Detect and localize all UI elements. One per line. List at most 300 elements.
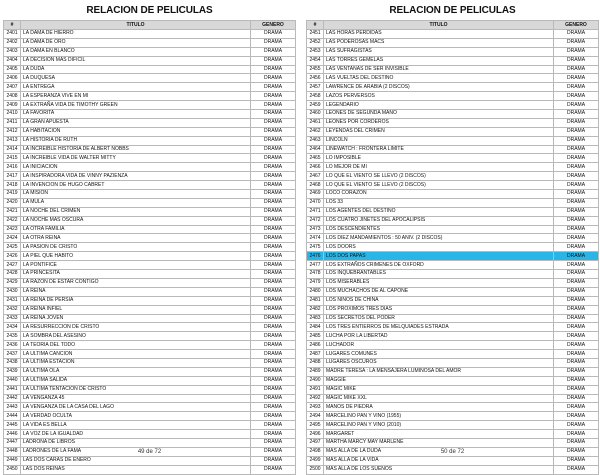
row-number: 2497: [307, 438, 324, 447]
column-header-number: #: [307, 21, 324, 30]
row-number: 2412: [4, 127, 21, 136]
film-genre: DRAMA: [554, 198, 599, 207]
film-genre: DRAMA: [554, 323, 599, 332]
row-number: 2459: [307, 101, 324, 110]
table-row: [307, 323, 599, 332]
table-row: [307, 198, 599, 207]
row-number: 2468: [307, 181, 324, 190]
film-genre: DRAMA: [251, 358, 296, 367]
films-table: [306, 20, 599, 475]
table-row: [307, 243, 599, 252]
table-row: [4, 350, 296, 359]
film-genre: DRAMA: [251, 145, 296, 154]
film-genre: DRAMA: [554, 118, 599, 127]
table-row: [4, 110, 296, 119]
film-genre: DRAMA: [554, 145, 599, 154]
film-title: LA RESURRECCION DE CRISTO: [21, 323, 251, 332]
film-genre: DRAMA: [251, 56, 296, 65]
film-genre: DRAMA: [554, 287, 599, 296]
table-row: [4, 154, 296, 163]
column-header-title: TITULO: [21, 21, 251, 30]
film-title: LA REINA JOVEN: [21, 314, 251, 323]
film-title: LOCO CORAZON: [324, 190, 554, 199]
row-number: 2428: [4, 270, 21, 279]
row-number: 2445: [4, 421, 21, 430]
row-number: 2495: [307, 421, 324, 430]
film-title: LA PRINCESITA: [21, 270, 251, 279]
film-title: LOS NIÑOS DE CHINA: [324, 296, 554, 305]
row-number: 2427: [4, 261, 21, 270]
film-genre: DRAMA: [554, 163, 599, 172]
table-row: [307, 136, 599, 145]
column-header-number: #: [4, 21, 21, 30]
film-genre: DRAMA: [251, 430, 296, 439]
film-genre: DRAMA: [554, 154, 599, 163]
films-table-body: [307, 30, 599, 475]
table-row: [307, 145, 599, 154]
film-genre: DRAMA: [251, 367, 296, 376]
film-title: LUCHA POR LA LIBERTAD: [324, 332, 554, 341]
film-title: LAS PODEROSAS MACS: [324, 38, 554, 47]
table-row: [4, 438, 296, 447]
film-genre: DRAMA: [554, 385, 599, 394]
film-title: MADRE TERESA : LA MENSAJERA LUMINOSA DEL AMOR: [324, 367, 554, 376]
row-number: 2419: [4, 190, 21, 199]
film-genre: DRAMA: [554, 83, 599, 92]
table-row: [307, 278, 599, 287]
row-number: 2416: [4, 163, 21, 172]
table-row: [4, 30, 296, 39]
table-row: [307, 225, 599, 234]
film-title: LA VIDA ES BELLA: [21, 421, 251, 430]
film-genre: DRAMA: [554, 421, 599, 430]
table-row: [307, 456, 599, 465]
film-title: LEONES POR CORDEROS: [324, 118, 554, 127]
film-genre: DRAMA: [251, 118, 296, 127]
film-title: LA REINA INFIEL: [21, 305, 251, 314]
row-number: 2403: [4, 47, 21, 56]
row-number: 2422: [4, 216, 21, 225]
film-title: LOS CUATRO JINETES DEL APOCALIPSIS: [324, 216, 554, 225]
film-genre: DRAMA: [554, 38, 599, 47]
table-row: [307, 92, 599, 101]
film-genre: DRAMA: [251, 278, 296, 287]
film-genre: DRAMA: [554, 56, 599, 65]
row-number: 2481: [307, 296, 324, 305]
film-genre: DRAMA: [251, 261, 296, 270]
table-row: [307, 296, 599, 305]
row-number: 2464: [307, 145, 324, 154]
table-row: [4, 456, 296, 465]
column-header-title: TITULO: [324, 21, 554, 30]
row-number: 2484: [307, 323, 324, 332]
film-genre: DRAMA: [554, 234, 599, 243]
film-genre: DRAMA: [251, 101, 296, 110]
film-title: LA VENGANZA DE LA CASA DEL LAGO: [21, 403, 251, 412]
film-title: LA ULTIMA ESTACION: [21, 358, 251, 367]
film-title: LINCOLN: [324, 136, 554, 145]
table-row: [307, 376, 599, 385]
film-title: LAS TORRES GEMELAS: [324, 56, 554, 65]
table-row: [307, 438, 599, 447]
film-title: LOS DOORS: [324, 243, 554, 252]
table-row: [307, 83, 599, 92]
table-row: [4, 190, 296, 199]
row-number: 2449: [4, 456, 21, 465]
film-title: MARGARET: [324, 430, 554, 439]
film-title: LA INICIACION: [21, 163, 251, 172]
film-title: MAS ALLA DE LA VIDA: [324, 456, 554, 465]
film-title: LA DUQUESA: [21, 74, 251, 83]
table-row: [307, 287, 599, 296]
film-title: LO QUE EL VIENTO SE LLEVO (2 DISCOS): [324, 172, 554, 181]
table-row: [4, 56, 296, 65]
table-header-row: [4, 21, 296, 30]
table-row: [4, 127, 296, 136]
row-number: 2479: [307, 278, 324, 287]
row-number: 2485: [307, 332, 324, 341]
row-number: 2473: [307, 225, 324, 234]
film-title: LAS VENTANAS DE SER INVISIBLE: [324, 65, 554, 74]
row-number: 2406: [4, 74, 21, 83]
row-number: 2421: [4, 207, 21, 216]
row-number: 2458: [307, 92, 324, 101]
row-number: 2434: [4, 323, 21, 332]
table-row: [307, 350, 599, 359]
film-title: MAGIC MIKE XXL: [324, 394, 554, 403]
row-number: 2414: [4, 145, 21, 154]
row-number: 2423: [4, 225, 21, 234]
film-genre: DRAMA: [251, 190, 296, 199]
row-number: 2500: [307, 465, 324, 474]
row-number: 2467: [307, 172, 324, 181]
film-title: LA INVENCION DE HUGO CABRET: [21, 181, 251, 190]
table-row: [307, 412, 599, 421]
film-title: LUGARES OSCUROS: [324, 358, 554, 367]
film-title: LAS VUELTAS DEL DESTINO: [324, 74, 554, 83]
table-row: [307, 127, 599, 136]
film-title: LOS EXTRAÑOS CRIMENES DE OXFORD: [324, 261, 554, 270]
film-title: LOS MUCHACHOS DE AL CAPONE: [324, 287, 554, 296]
film-genre: DRAMA: [251, 243, 296, 252]
film-genre: DRAMA: [251, 270, 296, 279]
film-genre: DRAMA: [554, 394, 599, 403]
film-genre: DRAMA: [251, 47, 296, 56]
film-genre: DRAMA: [554, 350, 599, 359]
table-row: [307, 181, 599, 190]
film-title: LA VOZ DE LA IGUALDAD: [21, 430, 251, 439]
table-row: [307, 421, 599, 430]
film-title: LA NOCHE MAS OSCURA: [21, 216, 251, 225]
film-title: LA ULTIMA TENTACION DE CRISTO: [21, 385, 251, 394]
row-number: 2466: [307, 163, 324, 172]
film-genre: DRAMA: [251, 376, 296, 385]
film-title: LADRONA DE LIBROS: [21, 438, 251, 447]
film-genre: DRAMA: [251, 234, 296, 243]
film-genre: DRAMA: [251, 403, 296, 412]
table-row: [307, 261, 599, 270]
film-title: LA PASION DE CRISTO: [21, 243, 251, 252]
row-number: 2409: [4, 101, 21, 110]
film-genre: DRAMA: [554, 101, 599, 110]
film-genre: DRAMA: [251, 447, 296, 456]
row-number: 2461: [307, 118, 324, 127]
film-title: LA VENGANZA 45: [21, 394, 251, 403]
film-genre: DRAMA: [251, 394, 296, 403]
table-row: [4, 261, 296, 270]
table-row: [4, 163, 296, 172]
film-title: LA ESPERANZA VIVE EN MI: [21, 92, 251, 101]
row-number: 2405: [4, 65, 21, 74]
row-number: 2455: [307, 65, 324, 74]
row-number: 2454: [307, 56, 324, 65]
film-title: LOS PROXIMOS TRES DIAS: [324, 305, 554, 314]
row-number: 2408: [4, 92, 21, 101]
table-row: [4, 74, 296, 83]
table-row: [4, 234, 296, 243]
row-number: 2432: [4, 305, 21, 314]
row-number: 2446: [4, 430, 21, 439]
film-genre: DRAMA: [554, 92, 599, 101]
film-title: LO QUE EL VIENTO SE LLEVO (2 DISCOS): [324, 181, 554, 190]
table-row: [4, 385, 296, 394]
row-number: 2447: [4, 438, 21, 447]
film-genre: DRAMA: [251, 154, 296, 163]
page-number: 50 de 72: [440, 449, 465, 455]
film-title: LAS DOS CARAS DE ENERO: [21, 456, 251, 465]
film-title: LA REINA: [21, 287, 251, 296]
film-title: LOS DIEZ MANDAMIENTOS : 50 ANIV. (2 DISCOS): [324, 234, 554, 243]
row-number: 2407: [4, 83, 21, 92]
row-number: 2418: [4, 181, 21, 190]
film-genre: DRAMA: [554, 376, 599, 385]
film-title: LINEWATCH : FRONTERA LIMITE: [324, 145, 554, 154]
film-title: LA DUDA: [21, 65, 251, 74]
row-number: 2420: [4, 198, 21, 207]
table-row: [4, 145, 296, 154]
film-title: LA ULTIMA OLA: [21, 367, 251, 376]
film-genre: DRAMA: [554, 447, 599, 456]
row-number: 2453: [307, 47, 324, 56]
film-genre: DRAMA: [554, 110, 599, 119]
row-number: 2413: [4, 136, 21, 145]
table-row: [4, 412, 296, 421]
film-genre: DRAMA: [251, 172, 296, 181]
table-row: [307, 154, 599, 163]
film-genre: DRAMA: [251, 207, 296, 216]
row-number: 2477: [307, 261, 324, 270]
row-number: 2410: [4, 110, 21, 119]
table-row: [4, 305, 296, 314]
film-genre: DRAMA: [554, 465, 599, 474]
film-title: LA HABITACION: [21, 127, 251, 136]
film-genre: DRAMA: [251, 252, 296, 261]
film-genre: DRAMA: [251, 421, 296, 430]
table-row: [4, 252, 296, 261]
film-title: LA SOMBRA DEL ASESINO: [21, 332, 251, 341]
film-genre: DRAMA: [554, 47, 599, 56]
column-header-genre: GENERO: [251, 21, 296, 30]
row-number: 2439: [4, 367, 21, 376]
row-number: 2487: [307, 350, 324, 359]
table-row: [4, 287, 296, 296]
page-left: [3, 0, 296, 473]
row-number: 2452: [307, 38, 324, 47]
film-title: LA NOCHE DEL CRIMEN: [21, 207, 251, 216]
film-genre: DRAMA: [251, 305, 296, 314]
row-number: 2437: [4, 350, 21, 359]
row-number: 2469: [307, 190, 324, 199]
row-number: 2443: [4, 403, 21, 412]
film-title: LAS HORAS PERDIDAS: [324, 30, 554, 39]
film-genre: DRAMA: [554, 305, 599, 314]
row-number: 2463: [307, 136, 324, 145]
table-row: [307, 367, 599, 376]
film-genre: DRAMA: [554, 456, 599, 465]
row-number: 2448: [4, 447, 21, 456]
film-genre: DRAMA: [251, 65, 296, 74]
table-row: [4, 92, 296, 101]
film-genre: DRAMA: [251, 323, 296, 332]
table-row: [4, 65, 296, 74]
film-title: LAS SUFRAGISTAS: [324, 47, 554, 56]
film-genre: DRAMA: [554, 207, 599, 216]
row-number: 2491: [307, 385, 324, 394]
table-row: [4, 314, 296, 323]
table-row: [307, 465, 599, 474]
film-genre: DRAMA: [554, 172, 599, 181]
film-genre: DRAMA: [554, 438, 599, 447]
film-genre: DRAMA: [554, 30, 599, 39]
table-row: [4, 403, 296, 412]
row-number: 2499: [307, 456, 324, 465]
row-number: 2456: [307, 74, 324, 83]
film-title: LOS DESCENDIENTES: [324, 225, 554, 234]
film-genre: DRAMA: [554, 358, 599, 367]
table-row: [307, 314, 599, 323]
row-number: 2401: [4, 30, 21, 39]
film-genre: DRAMA: [554, 74, 599, 83]
table-row: [4, 278, 296, 287]
table-row: [4, 38, 296, 47]
table-row: [4, 47, 296, 56]
film-title: MARCELINO PAN Y VINO (1955): [324, 412, 554, 421]
film-title: LA MISION: [21, 190, 251, 199]
row-number: 2457: [307, 83, 324, 92]
film-genre: DRAMA: [251, 181, 296, 190]
film-title: LA PONTIFICE: [21, 261, 251, 270]
film-title: LEONES DE SEGUNDA MANO: [324, 110, 554, 119]
row-number: 2489: [307, 367, 324, 376]
film-genre: DRAMA: [251, 341, 296, 350]
table-header-row: [307, 21, 599, 30]
table-row: [307, 47, 599, 56]
film-genre: DRAMA: [251, 438, 296, 447]
film-title: LOS TRES ENTIERROS DE MELQUIADES ESTRADA: [324, 323, 554, 332]
row-number: 2493: [307, 403, 324, 412]
row-number: 2465: [307, 154, 324, 163]
film-title: LA RAZON DE ESTAR CONTIGO: [21, 278, 251, 287]
film-title: LADRONES DE LA FAMA: [21, 447, 251, 456]
row-number: 2433: [4, 314, 21, 323]
table-row: [307, 270, 599, 279]
table-row: [4, 118, 296, 127]
film-title: LA REINA DE PERSIA: [21, 296, 251, 305]
film-title: LA DAMA DE HIERRO: [21, 30, 251, 39]
film-genre: DRAMA: [251, 332, 296, 341]
film-genre: DRAMA: [251, 385, 296, 394]
table-row: [4, 225, 296, 234]
film-genre: DRAMA: [251, 225, 296, 234]
film-title: LA INSPIRADORA VIDA DE VINNY PAZIENZA: [21, 172, 251, 181]
film-title: LOS SECRETOS DEL PODER: [324, 314, 554, 323]
film-genre: DRAMA: [554, 296, 599, 305]
film-genre: DRAMA: [251, 314, 296, 323]
table-row: [4, 323, 296, 332]
row-number: 2460: [307, 110, 324, 119]
table-row: [4, 332, 296, 341]
film-title: LO MEJOR DE MI: [324, 163, 554, 172]
row-number: 2424: [4, 234, 21, 243]
table-row: [4, 181, 296, 190]
row-number: 2436: [4, 341, 21, 350]
row-number: 2475: [307, 243, 324, 252]
table-row: [307, 101, 599, 110]
table-row: [4, 243, 296, 252]
row-number: 2450: [4, 465, 21, 474]
film-title: MAGIC MIKE: [324, 385, 554, 394]
film-title: LA MULA: [21, 198, 251, 207]
film-title: LA ULTIMA CANCION: [21, 350, 251, 359]
film-genre: DRAMA: [554, 127, 599, 136]
table-row: [307, 65, 599, 74]
film-genre: DRAMA: [251, 216, 296, 225]
page-number: 49 de 72: [137, 449, 162, 455]
film-title: MAGGIE: [324, 376, 554, 385]
row-number: 2470: [307, 198, 324, 207]
film-genre: DRAMA: [554, 216, 599, 225]
row-number: 2474: [307, 234, 324, 243]
table-row: [307, 110, 599, 119]
film-genre: DRAMA: [554, 225, 599, 234]
table-row: [307, 385, 599, 394]
table-row: [307, 341, 599, 350]
row-number: 2441: [4, 385, 21, 394]
table-row: [307, 252, 599, 261]
page-title: RELACION DE PELICULAS: [389, 5, 516, 16]
table-row: [307, 74, 599, 83]
film-genre: DRAMA: [554, 367, 599, 376]
column-header-genre: GENERO: [554, 21, 599, 30]
film-title: LA TEORIA DEL TODO: [21, 341, 251, 350]
film-title: LA EXTRAÑA VIDA DE TIMOTHY GREEN: [21, 101, 251, 110]
film-genre: DRAMA: [554, 412, 599, 421]
film-genre: DRAMA: [251, 136, 296, 145]
row-number: 2496: [307, 430, 324, 439]
table-row: [4, 296, 296, 305]
film-title: LEYENDAS DEL CRIMEN: [324, 127, 554, 136]
row-number: 2429: [4, 278, 21, 287]
film-title: LA PIEL QUE HABITO: [21, 252, 251, 261]
table-row: [4, 207, 296, 216]
film-genre: DRAMA: [251, 92, 296, 101]
table-row: [4, 83, 296, 92]
table-row: [307, 118, 599, 127]
film-genre: DRAMA: [251, 30, 296, 39]
table-row: [307, 163, 599, 172]
film-title: MAS ALLA DE LOS SUEÑOS: [324, 465, 554, 474]
row-number: 2425: [4, 243, 21, 252]
